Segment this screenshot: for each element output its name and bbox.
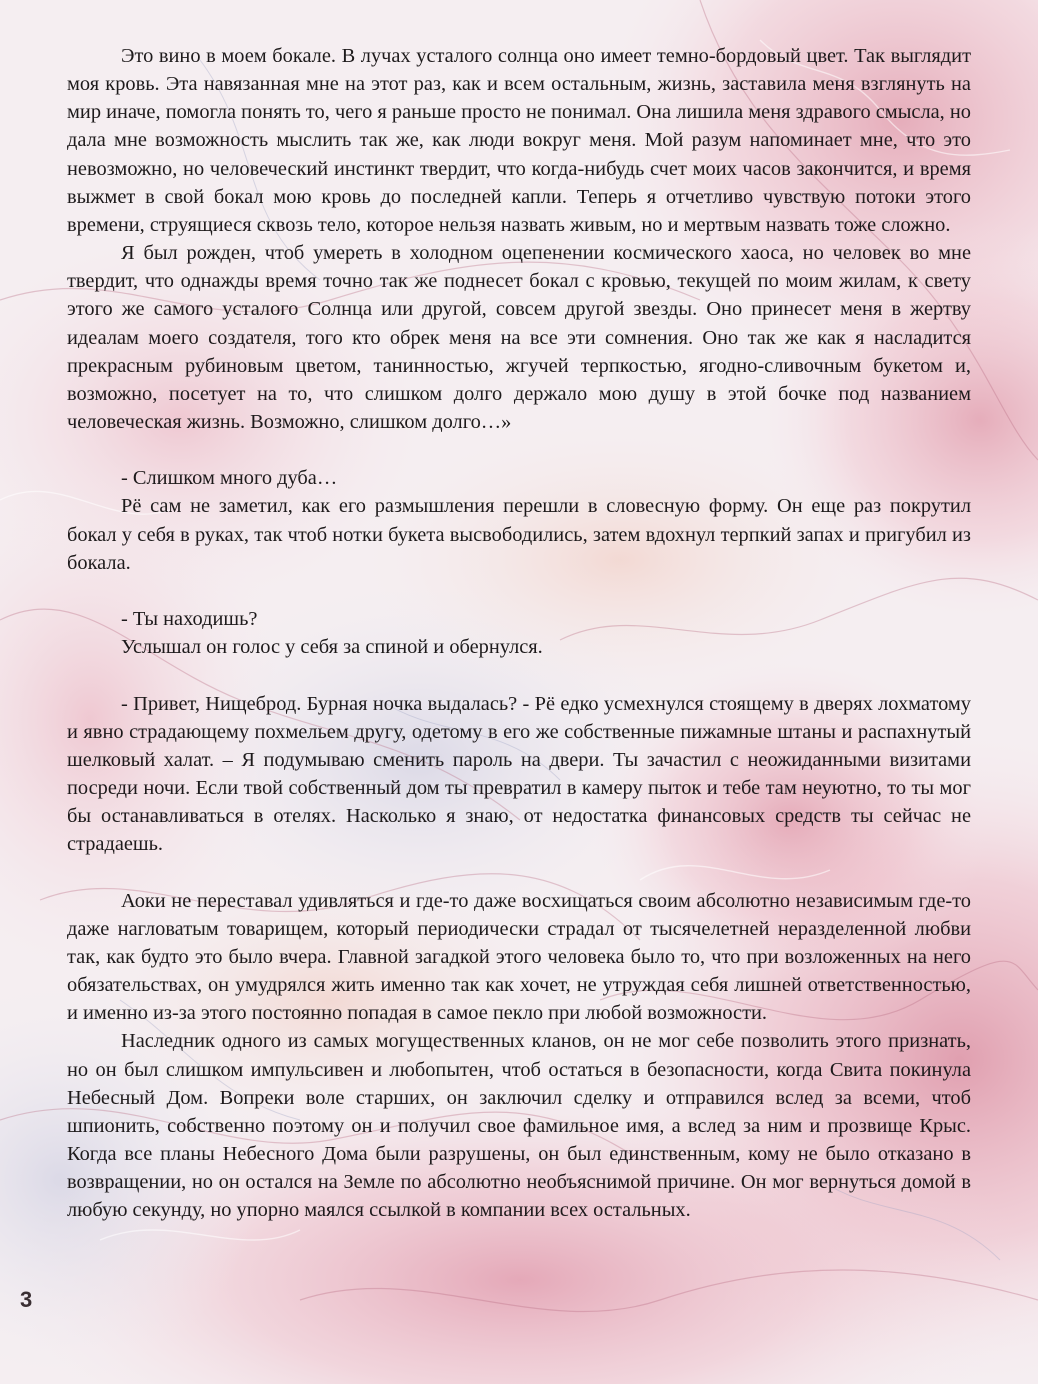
paragraph: Наследник одного из самых могущественных кланов, он не мог себе позволить этого признать, но он был слишком импульсивен и любопытен, чтоб остаться в безопасности, когда Свита покинула Небесный Дом. Вопреки воле старших, он заключил сделку и отправился вслед за всеми, чтоб шпионить, собственно поэтому он и получил свое фамильное имя, а вслед за ним и прозвище Крыс. Когда все планы Небесного Дома были разрушены, он был единственным, кому не было отказано в возвращении, но он остался на Земле по абсолютно необъяснимой причине. Он мог вернуться домой в любую секунду, но упорно маялся ссылкой в компании всех остальных. <box>67 1030 971 1222</box>
story-text <box>67 42 971 1225</box>
paragraph: Аоки не переставал удивляться и где-то даже восхищаться своим абсолютно независимым где-то даже нагловатым товарищем, который периодически страдал от тысячелетней неразделенной любви так, как будто это было вчера. Главной загадкой этого человека было то, что при возложенных на него обязательствах, он умудрялся жить именно так как хочет, не утруждая себя лишней ответственностью, и именно из-за этого постоянно попадая в самое пекло при любой возможности. <box>67 889 971 1025</box>
dialogue-line: - Слишком много дуба… <box>121 467 338 490</box>
page-number: 3 <box>20 1287 33 1312</box>
dialogue-line: - Привет, Нищеброд. Бурная ночка выдалась? - Рё едко усмехнулся стоящему в дверях лохматому и явно страдающему похмельем другу, одетому в его же собственные пижамные штаны и распахнутый шелковый халат. – Я подумываю сменить пароль на двери. Ты зачастил с неожиданными визитами посреди ночи. Если твой собственный дом ты превратил в камеру пыток и тебе там неуютно, то ты мог бы останавливаться в отелях. Насколько я знаю, от недостатка финансовых средств ты сейчас не страдаешь. <box>67 692 971 856</box>
dialogue-line: - Ты находишь? <box>121 608 258 631</box>
paragraph-gap <box>67 436 971 464</box>
paragraph-gap <box>67 858 971 886</box>
paragraph: Я был рожден, чтоб умереть в холодном оцепенении космического хаоса, но человек во мне твердит, что однажды время точно так же поднесет бокал с кровью, текущей по моим жилам, к свету этого же самого усталого Солнца или другой, совсем другой звезды. Оно принесет меня в жертву идеалам моего создателя, того кто обрек меня на все эти сомнения. Оно так же как я насладится прекрасным рубиновым цветом, танинностью, жгучей терпкостью, ягодно-сливочным букетом и, возможно, посетует на то, что слишком долго держало мою душу в этой бочке под названием человеческая жизнь. Возможно, слишком долго…» <box>67 242 971 434</box>
paragraph-gap <box>67 577 971 605</box>
paragraph-gap <box>67 661 971 689</box>
paragraph: Это вино в моем бокале. В лучах усталого солнца оно имеет темно-бордовый цвет. Так выглядит моя кровь. Эта навязанная мне на этот раз, как и всем остальным, жизнь, заставила меня взглянуть на мир иначе, помогла понять то, чего я раньше просто не понимал. Она лишила меня здравого смысла, но дала мне возможность мыслить так же, как люди вокруг меня. Мой разум напоминает мне, что это невозможно, но человеческий инстинкт твердит, что когда-нибудь счет моих часов закончится, и время выжмет в свой бокал мою кровь до последней капли. Теперь я отчетливо чувствую потоки этого времени, струящиеся сквозь тело, которое нельзя назвать живым, но и мертвым назвать тоже сложно. <box>67 45 971 236</box>
paragraph: Услышал он голос у себя за спиной и обернулся. <box>121 636 543 659</box>
paragraph: Рё сам не заметил, как его размышления перешли в словесную форму. Он еще раз покрутил бокал у себя в руках, так чтоб нотки букета высвободились, затем вдохнул терпкий запах и пригубил из бокала. <box>67 495 971 574</box>
